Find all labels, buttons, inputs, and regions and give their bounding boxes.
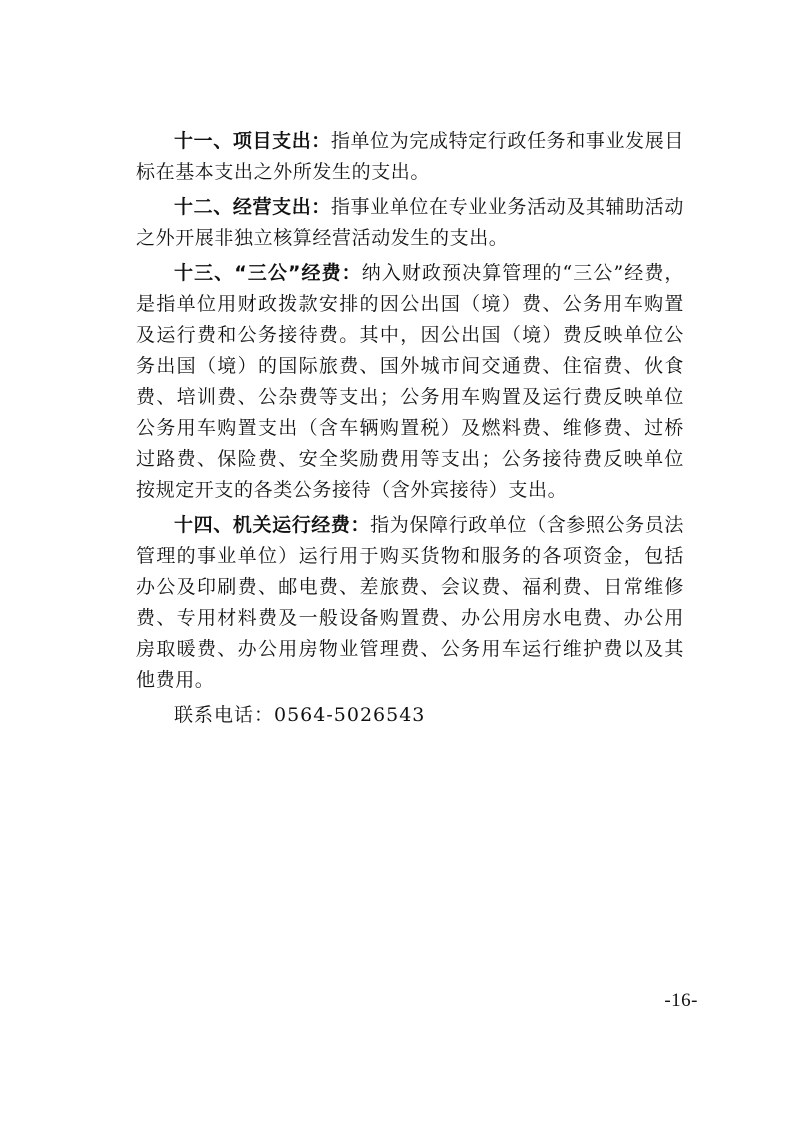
term-label: 十三、“三公”经费：: [174, 262, 362, 284]
term-label: 十四、机关运行经费：: [174, 514, 371, 536]
term-definition: 纳入财政预决算管理的“三公”经费，是指单位用财政拨款安排的因公出国（境）费、公务用车购置及运行费和公务接待费。其中，因公出国（境）费反映单位公务出国（境）的国际旅费、国外城市间交通费、住宿费、伙食费、培训费、公杂费等支出；公务用车购置及运行费反映单位公务用车购置支出（含车辆购置税）及燃料费、维修费、过桥过路费、保险费、安全奖励费用等支出；公务接待费反映单位按规定开支的各类公务接待（含外宾接待）支出。: [136, 262, 684, 501]
term-label: 十一、项目支出：: [174, 130, 331, 152]
paragraph-three-public-expenses: [136, 258, 684, 506]
page-number: -16-: [664, 990, 698, 1011]
term-definition: 指为保障行政单位（含参照公务员法管理的事业单位）运行用于购买货物和服务的各项资金，包括办公及印刷费、邮电费、差旅费、会议费、福利费、日常维修费、专用材料费及一般设备购置费、办公用房水电费、办公用房取暖费、办公用房物业管理费、公务用车运行维护费以及其他费用。: [136, 514, 684, 691]
contact-phone: 联系电话：0564-5026543: [174, 704, 426, 726]
paragraph-project-expenditure: [136, 126, 684, 188]
paragraph-operating-expenditure: [136, 192, 684, 254]
term-definition: 指事业单位在专业业务活动及其辅助活动之外开展非独立核算经营活动发生的支出。: [136, 196, 684, 249]
term-label: 十二、经营支出：: [174, 196, 331, 218]
term-definition: 指单位为完成特定行政任务和事业发展目标在基本支出之外所发生的支出。: [136, 130, 684, 183]
paragraph-agency-operating-funds: [136, 510, 684, 696]
document-body: [136, 126, 684, 731]
